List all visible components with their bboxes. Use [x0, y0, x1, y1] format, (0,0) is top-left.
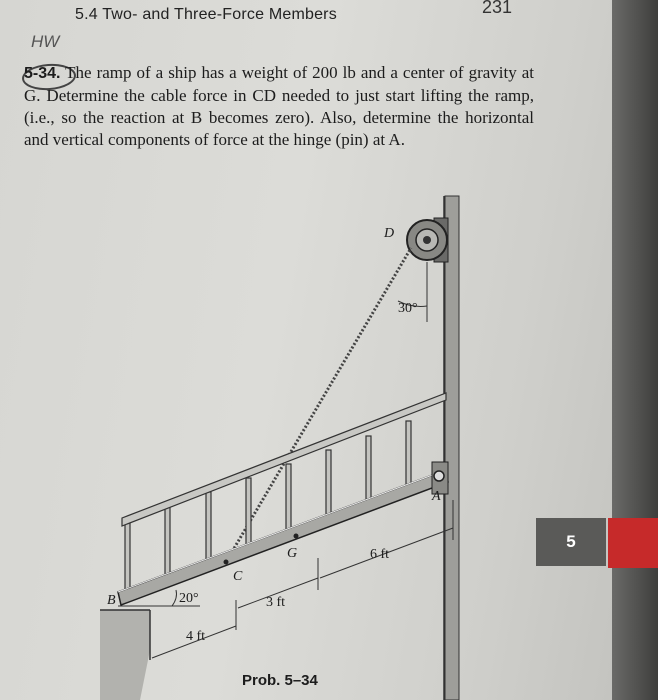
label-dim-4ft: 4 ft [186, 629, 206, 644]
label-dim-3ft: 3 ft [266, 595, 286, 610]
label-dim-6ft: 6 ft [370, 547, 390, 562]
chapter-tab: 5 [536, 518, 606, 566]
label-a: A [432, 489, 441, 504]
wall [445, 196, 459, 700]
problem-text: The ramp of a ship has a weight of 200 lb and a center of gravity at G. Determine the cable force in CD needed to just start lifting the ramp, (i.e., so the reaction at B becomes zero). Also, determine the horizontal and vertical components of force at the hinge (pin) at A. [24, 63, 534, 149]
figure-caption: Prob. 5–34 [242, 672, 318, 689]
section-title: 5.4 Two- and Three-Force Members [75, 6, 337, 23]
dock-support [100, 610, 150, 700]
label-b: B [107, 593, 116, 608]
problem-number: 5-34. [24, 65, 61, 82]
cable-cd [226, 248, 411, 562]
label-angle-20: 20° [179, 591, 199, 606]
label-angle-30: 30° [398, 301, 418, 316]
pulley-d [407, 218, 448, 262]
chapter-tab-accent [608, 518, 658, 568]
handwritten-note: HW [31, 32, 60, 51]
label-g: G [287, 546, 298, 561]
label-c: C [233, 569, 243, 584]
top-rail [122, 393, 446, 526]
point-c-marker [224, 560, 229, 565]
label-d: D [384, 226, 395, 241]
point-g-marker [294, 534, 299, 539]
page-number: 231 [482, 0, 513, 17]
